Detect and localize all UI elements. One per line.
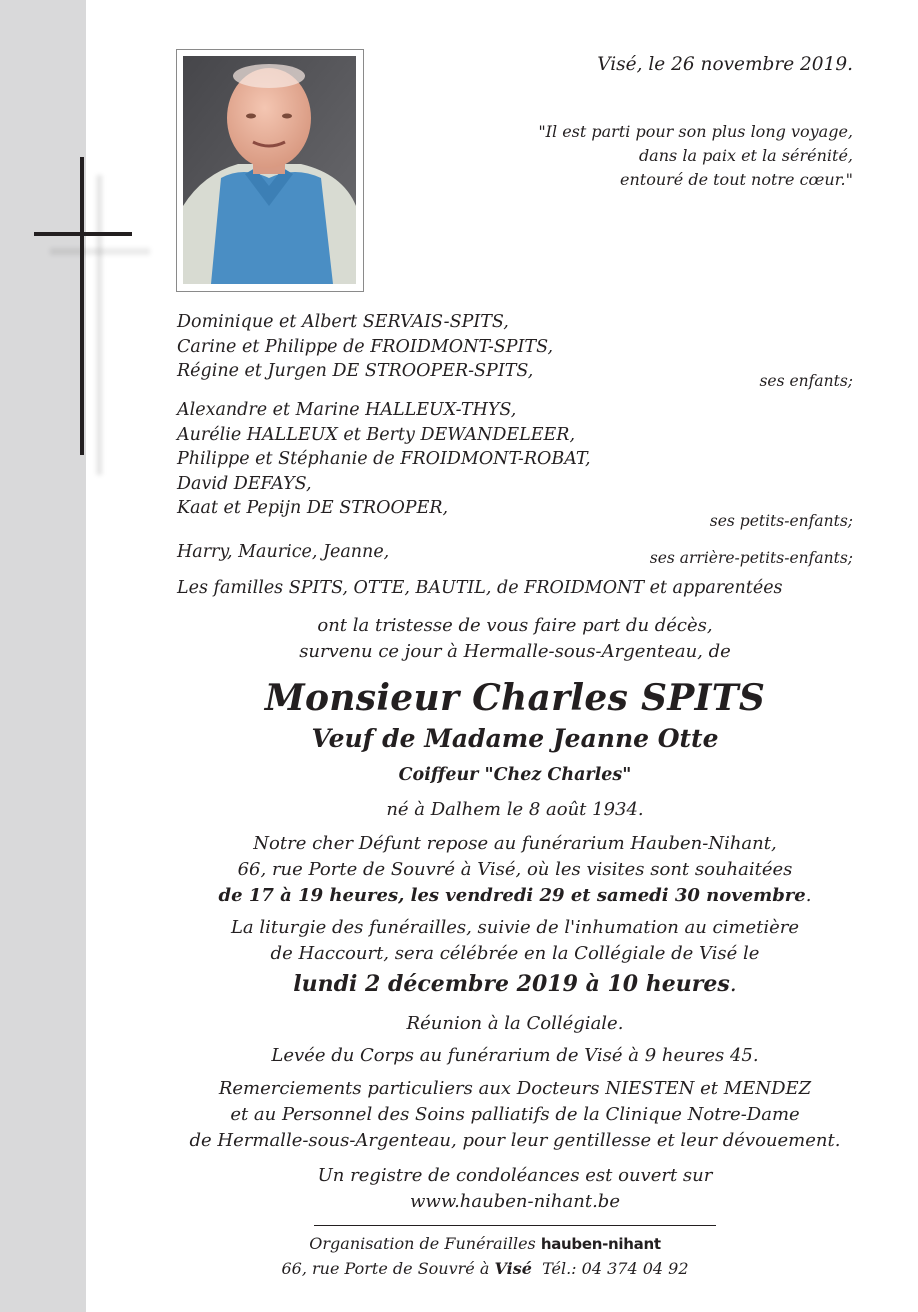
side-band (0, 0, 86, 1312)
cross-icon-bar (34, 232, 132, 236)
levee-line: Levée du Corps au funérarium de Visé à 9 heures 45. (271, 1045, 759, 1066)
family-name: Carine et Philippe de FROIDMONT-SPITS, (177, 336, 554, 357)
visitation-line: Notre cher Défunt repose au funérarium Hauben-Nihant, (253, 833, 777, 854)
announcement-line: survenu ce jour à Hermalle-sous-Argenteau, de (299, 641, 731, 662)
quote-line: dans la paix et la sérénité, (638, 146, 853, 165)
portrait-frame (176, 49, 364, 292)
quote-line: "Il est parti pour son plus long voyage, (538, 122, 853, 141)
footer-org-text: Organisation de Funérailles (309, 1234, 536, 1253)
visitation-line: 66, rue Porte de Souvré à Visé, où les visites sont souhaitées (237, 859, 793, 880)
widower-line: Veuf de Madame Jeanne Otte (311, 724, 719, 753)
meeting-line: Réunion à la Collégiale. (406, 1013, 624, 1034)
family-name: Régine et Jurgen DE STROOPER-SPITS, (177, 361, 534, 381)
thanks-line: Remerciements particuliers aux Docteurs NIESTEN et MENDEZ (218, 1078, 812, 1099)
family-name: Kaat et Pepijn DE STROOPER, (177, 498, 449, 518)
deceased-name: Monsieur Charles SPITS (264, 677, 766, 719)
relation-children: ses enfants; (759, 372, 853, 390)
quote-line: entouré de tout notre cœur." (619, 170, 853, 189)
thanks-line: de Hermalle-sous-Argenteau, pour leur gentillesse et leur dévouement. (189, 1130, 841, 1151)
funeral-line: La liturgie des funérailles, suivie de l'inhumation au cimetière (230, 917, 800, 938)
funeral-datetime (175, 971, 855, 997)
footer-phone: Tél.: 04 374 04 92 (542, 1259, 689, 1278)
children-list (177, 310, 553, 384)
thanks-line: et au Personnel des Soins palliatifs de la Clinique Notre-Dame (230, 1104, 800, 1125)
visitation-hours-text: de 17 à 19 heures, les vendredi 29 et samedi 30 novembre (218, 885, 806, 906)
families-line: Les familles SPITS, OTTE, BAUTIL, de FROIDMONT et apparentées (177, 578, 783, 598)
footer-address-text: 66, rue Porte de Souvré à (281, 1259, 490, 1278)
family-name: Aurélie HALLEUX et Berty DEWANDELEER, (177, 424, 576, 445)
family-name: David DEFAYS, (177, 473, 312, 494)
relation-great-grandchildren: ses arrière-petits-enfants; (649, 549, 853, 567)
punctuation: . (729, 972, 737, 997)
family-name: Alexandre et Marine HALLEUX-THYS, (177, 400, 517, 420)
letter-date: Visé, le 26 novembre 2019. (597, 54, 853, 75)
footer-address (145, 1259, 825, 1278)
footer-org (145, 1234, 825, 1253)
relation-grandchildren: ses petits-enfants; (709, 512, 853, 530)
registry-url[interactable]: www.hauben-nihant.be (410, 1191, 620, 1212)
punctuation: . (805, 885, 812, 906)
announcement-line: ont la tristesse de vous faire part du décès, (317, 615, 713, 636)
footer-city: Visé (494, 1259, 532, 1278)
family-name: Philippe et Stéphanie de FROIDMONT-ROBAT, (177, 449, 591, 469)
epitaph-quote (538, 120, 853, 192)
great-grandchildren-list: Harry, Maurice, Jeanne, (177, 542, 390, 562)
family-name: Dominique et Albert SERVAIS-SPITS, (177, 312, 509, 332)
brand-logo: hauben-nihant (540, 1235, 661, 1253)
cross-shadow (96, 175, 103, 475)
portrait-photo (183, 56, 356, 284)
cross-shadow-horizontal (50, 248, 150, 255)
profession-line: Coiffeur "Chez Charles" (398, 765, 632, 785)
footer-divider (314, 1225, 716, 1226)
registry-line: Un registre de condoléances est ouvert sur (317, 1165, 713, 1186)
visitation-hours (175, 882, 855, 909)
cross-icon (80, 157, 84, 455)
grandchildren-list (177, 398, 591, 521)
funeral-line: de Haccourt, sera célébrée en la Collégiale de Visé le (270, 943, 760, 964)
funeral-datetime-text: lundi 2 décembre 2019 à 10 heures (293, 971, 730, 997)
birth-line: né à Dalhem le 8 août 1934. (386, 799, 644, 820)
